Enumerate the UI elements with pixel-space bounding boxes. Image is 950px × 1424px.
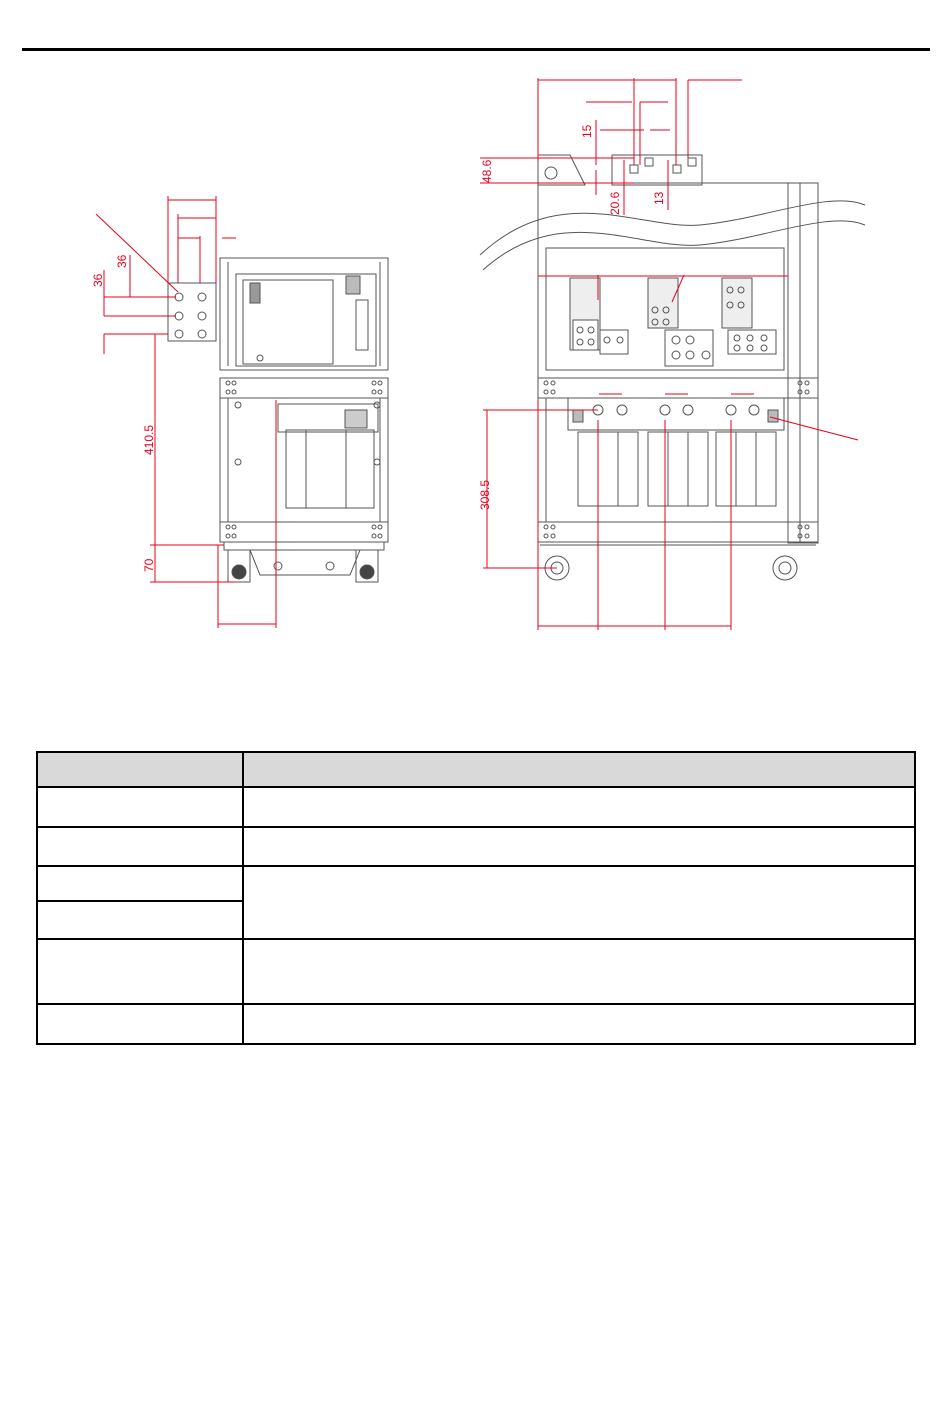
dim-308-5: 308.5 — [478, 479, 492, 510]
dim-36-a: 36 — [91, 273, 105, 287]
table-cell — [37, 787, 243, 827]
dim-70: 70 — [142, 558, 156, 572]
table-cell — [243, 787, 915, 827]
table-row — [37, 866, 915, 901]
front-view-dimensions — [480, 78, 858, 630]
table-row — [37, 787, 915, 827]
table-cell — [243, 866, 915, 939]
table-cell — [37, 939, 243, 1004]
table-row — [37, 827, 915, 866]
table-cell — [243, 939, 915, 1004]
table-row — [37, 939, 915, 1004]
table-cell — [37, 901, 243, 939]
dim-20-6: 20.6 — [608, 191, 622, 215]
dim-410-5: 410.5 — [142, 424, 156, 455]
table-header-cell — [37, 752, 243, 787]
table-cell — [243, 1004, 915, 1044]
spec-table — [36, 751, 916, 1045]
dim-36-b: 36 — [115, 254, 129, 268]
table-header-cell — [243, 752, 915, 787]
table-cell — [243, 827, 915, 866]
dim-48-6: 48.6 — [480, 159, 494, 183]
table-header-row — [37, 752, 915, 787]
dim-13: 13 — [652, 191, 666, 205]
table-cell — [37, 827, 243, 866]
table-cell — [37, 866, 243, 901]
table-row — [37, 1004, 915, 1044]
dim-15: 15 — [580, 124, 594, 138]
table-cell — [37, 1004, 243, 1044]
side-view — [168, 258, 388, 582]
